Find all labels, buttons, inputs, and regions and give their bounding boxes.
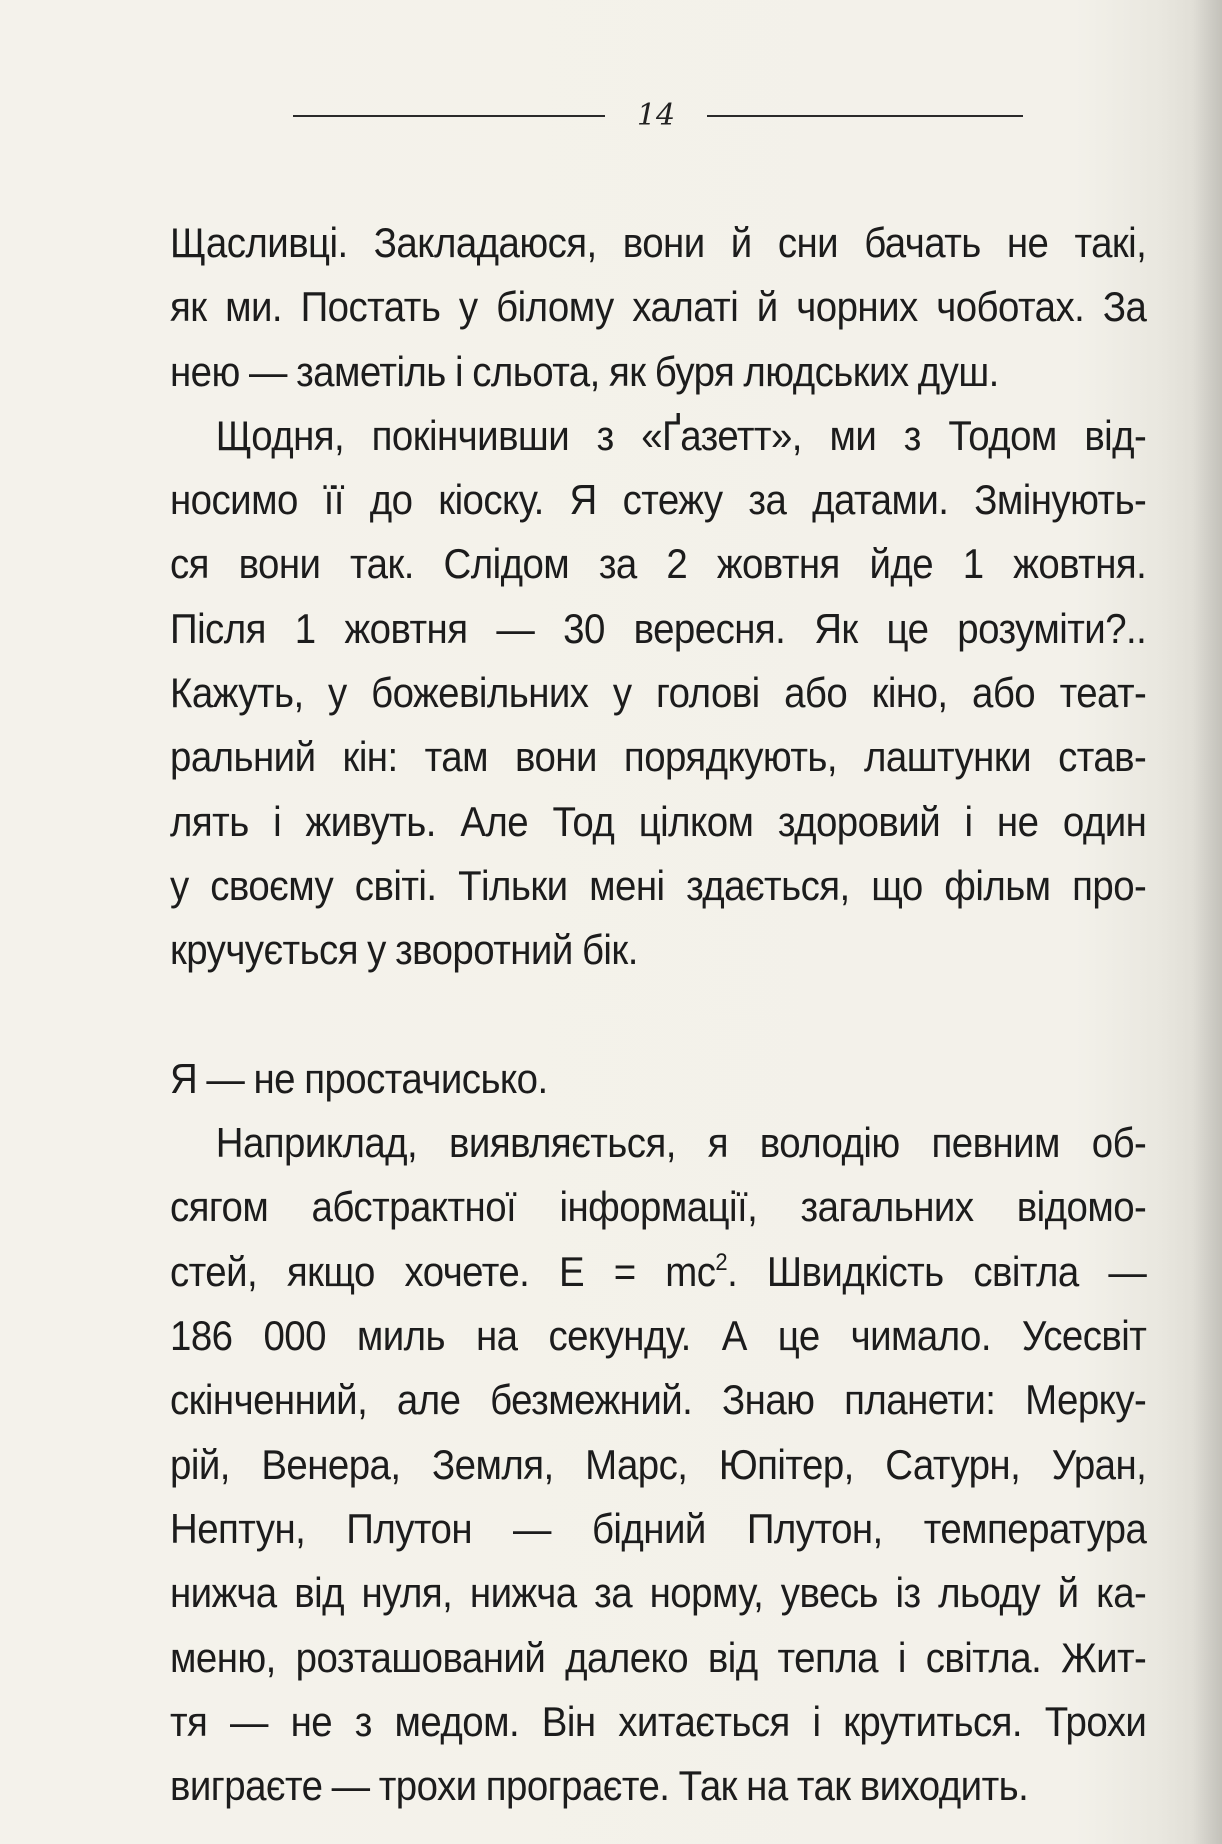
header-rule-left xyxy=(293,115,605,117)
text-line: кручується у зворотний бік. xyxy=(170,926,638,974)
text-line: ральний кін: там вони порядкують, лаштунки став- xyxy=(170,733,1147,781)
page-number: 14 xyxy=(636,98,676,133)
text-line: Після 1 жовтня — 30 вересня. Як це розуміти?.. xyxy=(170,604,1147,652)
formula-text-before: стей, якщо хочете. E = mc xyxy=(170,1247,716,1295)
text-line: нижча від нуля, нижча за норму, увесь із льоду й ка- xyxy=(170,1569,1147,1617)
text-line: лять і живуть. Але Тод цілком здоровий і не один xyxy=(170,797,1147,845)
text-line-formula xyxy=(170,1240,1146,1304)
text-line: носимо її до кіоску. Я стежу за датами. Змінують- xyxy=(170,476,1147,524)
spine-shadow xyxy=(1192,0,1222,1844)
text-line: виграєте — трохи програєте. Так на так виходить. xyxy=(170,1762,1029,1810)
text-line: Щасливці. Закладаюся, вони й сни бачать не такі, xyxy=(170,219,1147,266)
text-line: Щодня, покінчивши з «Ґазетт», ми з Тодом від- xyxy=(215,411,1147,459)
text-line: Я — не простачисько. xyxy=(170,1054,548,1102)
text-line: як ми. Постать у білому халаті й чорних чоботах. За xyxy=(170,283,1147,331)
page-header xyxy=(293,96,1025,136)
text-line: Нептун, Плутон — бідний Плутон, температура xyxy=(170,1504,1147,1552)
text-line: Кажуть, у божевільних у голові або кіно, або теат- xyxy=(170,669,1147,717)
text-line: тя — не з медом. Він хитається і крутиться. Трохи xyxy=(170,1697,1147,1745)
text-line: сягом абстрактної інформації, загальних відомо- xyxy=(170,1183,1147,1231)
text-line: Наприклад, виявляється, я володію певним об- xyxy=(215,1119,1147,1167)
formula-text-after: . Швидкість світла — xyxy=(727,1247,1147,1295)
header-rule-right xyxy=(707,115,1023,117)
text-line: рій, Венера, Земля, Марс, Юпітер, Сатурн, Уран, xyxy=(170,1440,1147,1488)
text-line: 186 000 миль на секунду. А це чимало. Усесвіт xyxy=(170,1312,1147,1360)
text-line: скінченний, але безмежний. Знаю планети: Мерку- xyxy=(170,1376,1147,1424)
text-line: нею — заметіль і сльота, як буря людських душ. xyxy=(170,347,999,395)
formula-superscript: 2 xyxy=(715,1248,728,1276)
text-line: у своєму світі. Тільки мені здається, що фільм про- xyxy=(170,861,1147,909)
body-text xyxy=(170,211,1146,1818)
text-line: ся вони так. Слідом за 2 жовтня йде 1 жовтня. xyxy=(170,540,1147,588)
text-line: меню, розташований далеко від тепла і світла. Жит- xyxy=(170,1633,1147,1681)
section-break xyxy=(170,983,1146,1047)
